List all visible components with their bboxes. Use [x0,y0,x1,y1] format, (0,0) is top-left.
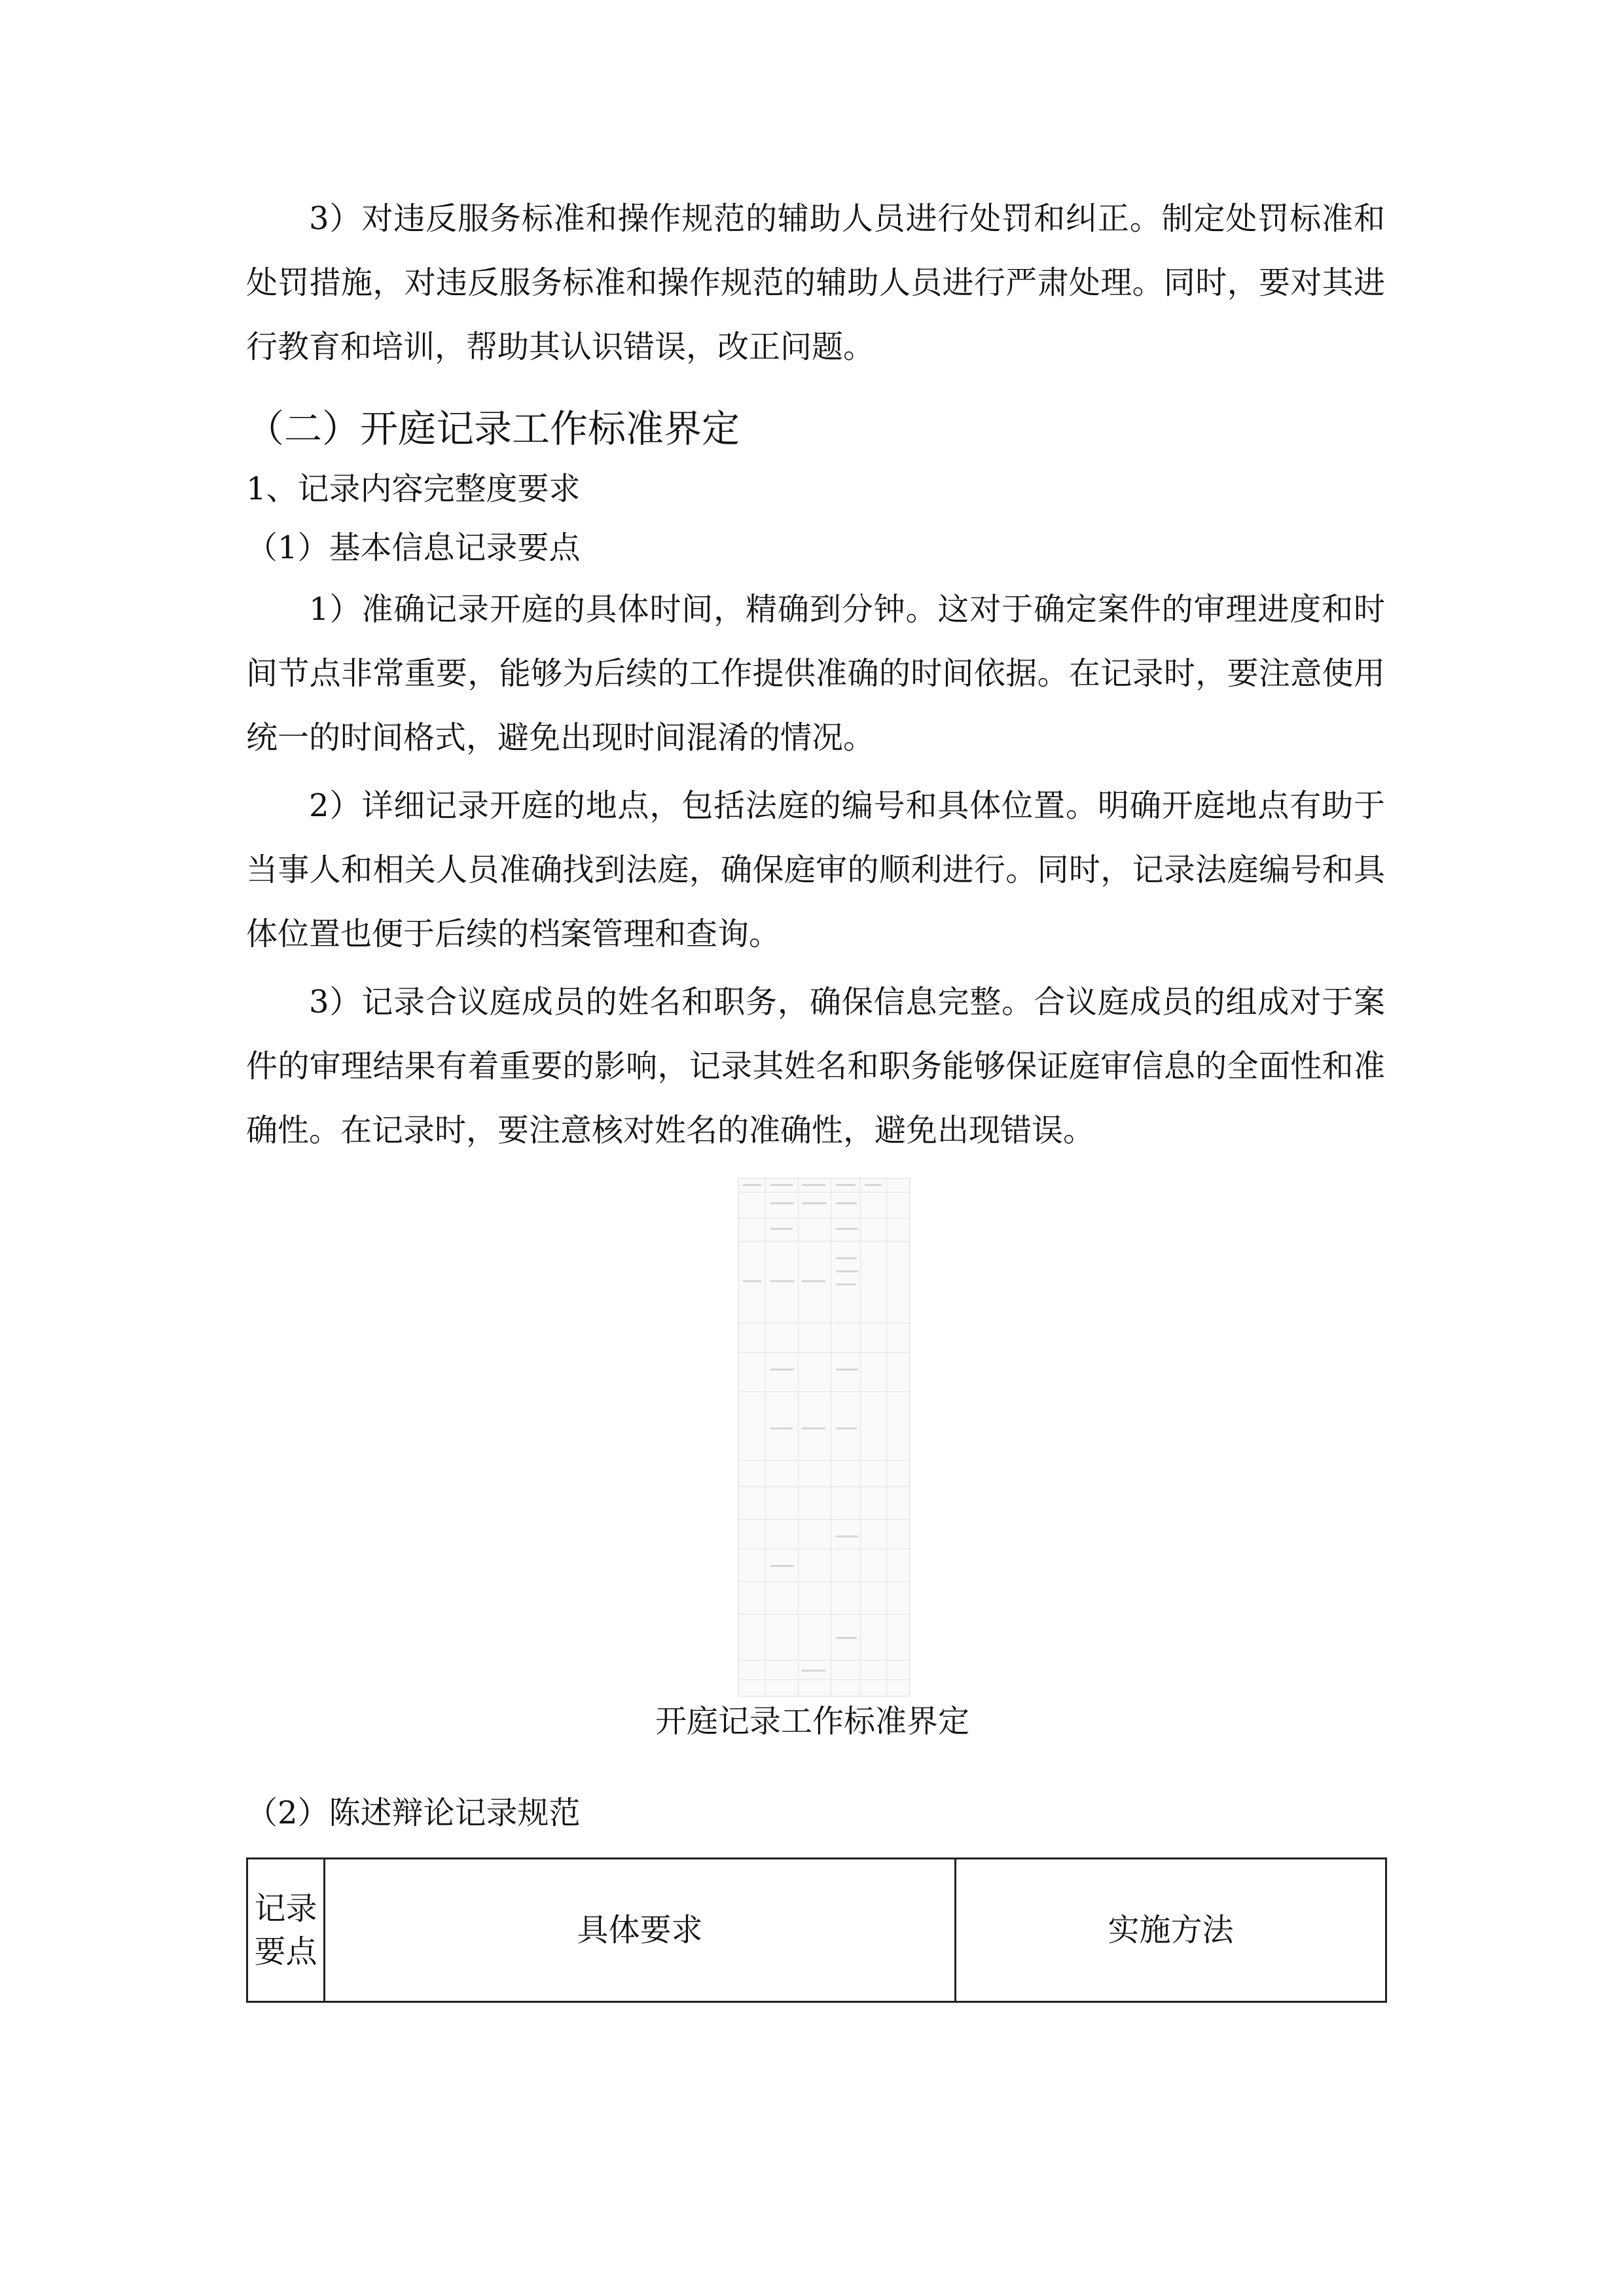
figure-col-line [765,1179,766,1696]
figure-col-line [886,1179,887,1696]
figure-text-mark [802,1670,825,1672]
figure-text-mark [770,1184,793,1186]
header-methods: 实施方法 [956,1859,1386,2002]
figure-col-line [798,1179,799,1696]
subheading-basic-info: （1）基本信息记录要点 [246,529,581,566]
figure-text-mark [836,1257,857,1259]
header-requirements: 具体要求 [325,1859,956,2002]
figure-text-mark [743,1184,761,1186]
figure-row-line [739,1519,909,1520]
figure-text-mark [770,1228,793,1230]
figure-text-mark [836,1283,856,1285]
figure-text-mark [802,1184,825,1186]
paragraph-panel-members: 3）记录合议庭成员的姓名和职务，确保信息完整。合议庭成员的组成对于案件的审理结果有着重要的影响，记录其姓名和职务能够保证庭审信息的全面性和准确性。在记录时，要注意核对姓名的准确性，避免出现错误。 [246,984,1385,1149]
figure-text-mark [770,1565,794,1567]
figure-row-line [739,1352,909,1353]
subheading-completeness: 1、记录内容完整度要求 [246,471,581,507]
figure-text-mark [802,1427,825,1429]
figure-text-mark [836,1427,857,1429]
figure-row-line [739,1241,909,1242]
figure-text-mark [743,1280,761,1282]
table-header-row [247,1859,1386,2002]
figure-row-line [739,1218,909,1219]
figure-row-line [739,1581,909,1582]
figure-text-mark [770,1369,794,1371]
standards-table-image [738,1178,910,1696]
figure-col-line [860,1179,861,1696]
figure-text-mark [836,1228,858,1230]
header-record-point: 记录要点 [247,1859,325,2002]
figure-caption: 开庭记录工作标准界定 [655,1703,969,1740]
figure-row-line [739,1192,909,1193]
figure-text-mark [770,1427,793,1429]
subheading-statement-debate: （2）陈述辩论记录规范 [246,1795,581,1831]
figure-row-line [739,1460,909,1461]
paragraph-penalty: 3）对违反服务标准和操作规范的辅助人员进行处罚和纠正。制定处罚标准和处罚措施，对违反服务标准和操作规范的辅助人员进行严肃处理。同时，要对其进行教育和培训，帮助其认识错误，改正问题。 [246,200,1385,365]
figure-text-mark [836,1369,858,1371]
figure-row-line [739,1614,909,1615]
figure-row-line [739,1391,909,1392]
figure-text-mark [836,1270,858,1272]
figure-text-mark [836,1202,857,1204]
figure-text-mark [836,1535,858,1537]
figure-text-mark [836,1184,856,1186]
figure-text-mark [802,1280,825,1282]
figure-row-line [739,1486,909,1487]
paragraph-location: 2）详细记录开庭的地点，包括法庭的编号和具体位置。明确开庭地点有助于当事人和相关人员准确找到法庭，确保庭审的顺利进行。同时，记录法庭编号和具体位置也便于后续的档案管理和查询。 [246,787,1385,952]
requirements-table [246,1857,1387,2003]
paragraph-time: 1）准确记录开庭的具体时间，精确到分钟。这对于确定案件的审理进度和时间节点非常重要，能够为后续的工作提供准确的时间依据。在记录时，要注意使用统一的时间格式，避免出现时间混淆的情况。 [246,591,1385,756]
figure-text-mark [770,1202,794,1204]
figure-row-line [739,1679,909,1680]
figure-text-mark [865,1184,882,1186]
figure-text-mark [802,1202,827,1204]
figure-text-mark [770,1280,794,1282]
figure-text-mark [836,1637,857,1639]
section-heading: （二）开庭记录工作标准界定 [246,406,740,451]
